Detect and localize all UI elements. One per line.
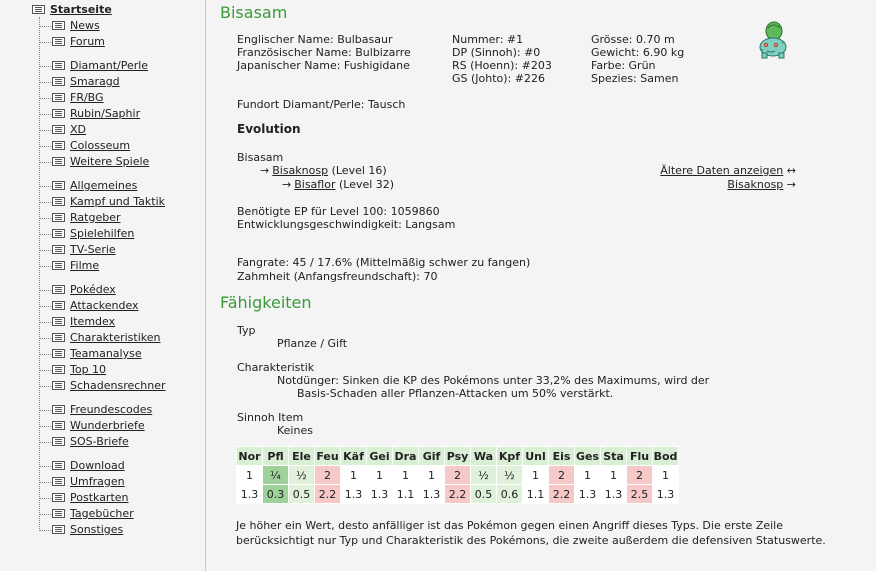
tree-branch xyxy=(39,266,51,267)
type-cell: 1 xyxy=(653,466,679,485)
type-cell: ¼ xyxy=(263,466,289,485)
page-icon xyxy=(52,405,65,414)
sidebar-link[interactable]: Forum xyxy=(70,35,105,48)
type-cell: 1.3 xyxy=(653,485,679,504)
type-cell: 1 xyxy=(575,466,601,485)
tree-branch xyxy=(39,482,51,483)
tree-branch xyxy=(39,98,51,99)
type-header-cell: Feu xyxy=(315,447,341,466)
sidebar-link[interactable]: Rubin/Saphir xyxy=(70,107,141,120)
type-header-cell: Eis xyxy=(549,447,575,466)
name-en: Englischer Name: Bulbasaur xyxy=(237,33,393,46)
tree-branch xyxy=(39,322,51,323)
next-pokemon xyxy=(727,178,796,191)
tree-branch xyxy=(39,26,51,27)
arrow-right-icon: → xyxy=(260,164,270,177)
sidebar-link[interactable]: Colosseum xyxy=(70,139,131,152)
page-icon xyxy=(52,37,65,46)
page-icon xyxy=(52,477,65,486)
type-cell: ½ xyxy=(289,466,315,485)
type-header-cell: Wa xyxy=(471,447,497,466)
tree-branch xyxy=(39,162,51,163)
tree-branch xyxy=(39,42,51,43)
page-icon xyxy=(52,317,65,326)
number-sinnoh: DP (Sinnoh): #0 xyxy=(452,46,541,59)
tree-branch xyxy=(39,146,51,147)
page-icon xyxy=(52,285,65,294)
type-cell: 2 xyxy=(315,466,341,485)
type-cell: 2 xyxy=(627,466,653,485)
sidebar-link[interactable]: Kampf und Taktik xyxy=(70,195,165,208)
tree-branch xyxy=(39,250,51,251)
type-cell: 2 xyxy=(549,466,575,485)
page-icon xyxy=(52,509,65,518)
type-header-cell: Bod xyxy=(653,447,679,466)
page-icon xyxy=(52,245,65,254)
sidebar-link[interactable]: News xyxy=(70,19,100,32)
type-cell: ½ xyxy=(471,466,497,485)
stat-color: Farbe: Grün xyxy=(591,59,656,72)
arrow-right-icon: → xyxy=(282,178,292,191)
evo-step-1 xyxy=(260,164,387,177)
stat-weight: Gewicht: 6.90 kg xyxy=(591,46,685,59)
sidebar-link[interactable]: Allgemeines xyxy=(70,179,138,192)
ep-level-100: Benötigte EP für Level 100: 1059860 xyxy=(237,205,440,218)
tree-branch xyxy=(39,234,51,235)
sidebar-link[interactable]: Wunderbriefe xyxy=(70,419,145,432)
page-icon xyxy=(52,93,65,102)
tree-branch xyxy=(39,466,51,467)
type-cell: 2.5 xyxy=(627,485,653,504)
type-header-cell: Flu xyxy=(627,447,653,466)
page-icon xyxy=(52,461,65,470)
sidebar-link[interactable]: Sonstiges xyxy=(70,523,124,536)
tree-branch xyxy=(39,290,51,291)
page-icon xyxy=(52,77,65,86)
catch-rate: Fangrate: 45 / 17.6% (Mittelmäßig schwer zu fangen) xyxy=(237,256,531,269)
type-cell: 0.3 xyxy=(263,485,289,504)
type-cell: 1 xyxy=(601,466,627,485)
main-content xyxy=(220,0,870,571)
sidebar-link[interactable]: Schadensrechner xyxy=(70,379,166,392)
tameness: Zahmheit (Anfangsfreundschaft): 70 xyxy=(237,270,438,283)
sidebar-link[interactable]: Tagebücher xyxy=(70,507,134,520)
type-header-cell: Gei xyxy=(367,447,393,466)
number-hoenn: RS (Hoenn): #203 xyxy=(452,59,552,72)
type-cell: ½ xyxy=(497,466,523,485)
type-header-cell: Nor xyxy=(237,447,263,466)
page-icon xyxy=(52,365,65,374)
sidebar-link[interactable]: Umfragen xyxy=(70,475,125,488)
evo-link-bisaknosp[interactable]: Bisaknosp xyxy=(272,164,329,177)
page-icon xyxy=(52,109,65,118)
tree-branch xyxy=(39,498,51,499)
page-icon xyxy=(52,525,65,534)
tree-branch xyxy=(39,130,51,131)
page-icon xyxy=(52,493,65,502)
name-fr: Französischer Name: Bulbizarre xyxy=(237,46,411,59)
type-cell: 1.3 xyxy=(575,485,601,504)
evo-step-2 xyxy=(282,178,394,191)
tree-branch xyxy=(39,306,51,307)
type-cell: 2 xyxy=(445,466,471,485)
pokemon-title: Bisasam xyxy=(220,3,288,22)
tree-branch xyxy=(39,354,51,355)
double-arrow-icon: ↔ xyxy=(786,164,796,177)
type-cell: 1 xyxy=(367,466,393,485)
arrow-right-icon: → xyxy=(786,178,796,191)
type-header-cell: Ele xyxy=(289,447,315,466)
sidebar xyxy=(0,0,206,571)
type-cell: 2.2 xyxy=(315,485,341,504)
table-row xyxy=(237,466,679,485)
type-cell: 2.2 xyxy=(445,485,471,504)
page-icon xyxy=(52,141,65,150)
sidebar-link[interactable]: Filme xyxy=(70,259,100,272)
sidebar-link[interactable]: Top 10 xyxy=(70,363,107,376)
characteristic-desc-1: Notdünger: Sinken die KP des Pokémons unter 33,2% des Maximums, wird der xyxy=(277,374,710,387)
abilities-title: Fähigkeiten xyxy=(220,293,312,312)
type-header-cell: Psy xyxy=(445,447,471,466)
page-icon xyxy=(52,437,65,446)
type-header-cell: Sta xyxy=(601,447,627,466)
type-value: Pflanze / Gift xyxy=(277,337,348,350)
type-cell: 1.1 xyxy=(393,485,419,504)
tree-branch xyxy=(39,442,51,443)
sidebar-link[interactable]: Charakteristiken xyxy=(70,331,161,344)
sidebar-link[interactable]: Postkarten xyxy=(70,491,129,504)
tree-branch xyxy=(39,410,51,411)
growth-rate: Entwicklungsgeschwindigkeit: Langsam xyxy=(237,218,456,231)
sidebar-link[interactable]: FR/BG xyxy=(70,91,104,104)
tree-branch xyxy=(39,66,51,67)
tree-branch xyxy=(39,370,51,371)
sidebar-link[interactable]: Download xyxy=(70,459,125,472)
tree-branch xyxy=(39,202,51,203)
characteristic-desc-2: Basis-Schaden aller Pflanzen-Attacken um 50% verstärkt. xyxy=(297,387,614,400)
sidebar-link[interactable]: Spielehilfen xyxy=(70,227,135,240)
type-cell: 1.3 xyxy=(419,485,445,504)
type-header-cell: Kpf xyxy=(497,447,523,466)
page-icon xyxy=(52,421,65,430)
type-cell: 1.3 xyxy=(341,485,367,504)
page-icon xyxy=(52,213,65,222)
characteristic-label: Charakteristik xyxy=(237,361,315,374)
fundort: Fundort Diamant/Perle: Tausch xyxy=(237,98,406,111)
type-cell: 0.5 xyxy=(471,485,497,504)
evo-level-1: (Level 16) xyxy=(331,164,387,177)
number-national: Nummer: #1 xyxy=(452,33,524,46)
type-effectiveness-table xyxy=(236,446,679,504)
tree-branch xyxy=(39,426,51,427)
sidebar-link[interactable]: Freundescodes xyxy=(70,403,153,416)
number-johto: GS (Johto): #226 xyxy=(452,72,545,85)
type-cell: 1 xyxy=(419,466,445,485)
type-cell: 0.5 xyxy=(289,485,315,504)
table-explanation: Je höher ein Wert, desto anfälliger ist das Pokémon gegen einen Angriff dieses Typs. Die erste Zeile berücksichtigt nur Typ und Charakteristik des Pokémons, die zweite außerdem die defensiven Statuswerte. xyxy=(236,519,826,547)
type-cell: 1.3 xyxy=(367,485,393,504)
evo-link-bisaflor[interactable]: Bisaflor xyxy=(294,178,336,191)
type-header-cell: Unl xyxy=(523,447,549,466)
type-header-cell: Ges xyxy=(575,447,601,466)
sidebar-link[interactable]: Weitere Spiele xyxy=(70,155,150,168)
tree-branch xyxy=(39,186,51,187)
older-data-link[interactable]: Ältere Daten anzeigen xyxy=(660,164,784,177)
tree-branch xyxy=(39,514,51,515)
sidebar-link-startseite[interactable]: Startseite xyxy=(50,3,112,16)
tree-branch xyxy=(39,386,51,387)
type-header-cell: Pfl xyxy=(263,447,289,466)
type-cell: 1.1 xyxy=(523,485,549,504)
page-icon xyxy=(52,181,65,190)
page-icon xyxy=(52,125,65,134)
sidebar-link[interactable]: Ratgeber xyxy=(70,211,121,224)
tree-branch xyxy=(39,218,51,219)
bulbasaur-sprite-icon xyxy=(752,20,794,62)
page-icon xyxy=(52,229,65,238)
page-icon xyxy=(52,261,65,270)
tree-branch xyxy=(39,338,51,339)
page-icon xyxy=(52,349,65,358)
sidebar-link[interactable]: Itemdex xyxy=(70,315,116,328)
evo-level-2: (Level 32) xyxy=(338,178,395,191)
stat-size: Grösse: 0.70 m xyxy=(591,33,675,46)
sidebar-link[interactable]: TV-Serie xyxy=(70,243,116,256)
table-row xyxy=(237,485,679,504)
sidebar-link[interactable]: XD xyxy=(70,123,87,136)
page-icon xyxy=(52,61,65,70)
sidebar-link[interactable]: Pokédex xyxy=(70,283,116,296)
type-header-cell: Käf xyxy=(341,447,367,466)
type-header-cell: Gif xyxy=(419,447,445,466)
page-icon xyxy=(52,333,65,342)
type-cell: 1 xyxy=(341,466,367,485)
type-label: Typ xyxy=(237,324,256,337)
item-value: Keines xyxy=(277,424,313,437)
type-cell: 1.3 xyxy=(601,485,627,504)
type-cell: 1.3 xyxy=(237,485,263,504)
page-icon xyxy=(52,381,65,390)
tree-branch xyxy=(39,114,51,115)
sidebar-link[interactable]: Teamanalyse xyxy=(70,347,142,360)
older-data xyxy=(660,164,796,177)
evolution-heading: Evolution xyxy=(237,122,301,136)
type-cell: 1 xyxy=(393,466,419,485)
tree-line xyxy=(39,17,40,529)
tree-branch xyxy=(39,82,51,83)
type-cell: 1 xyxy=(237,466,263,485)
type-cell: 1 xyxy=(523,466,549,485)
tree-branch xyxy=(39,530,51,531)
sidebar-link[interactable]: Smaragd xyxy=(70,75,120,88)
page-icon xyxy=(52,21,65,30)
stat-species: Spezies: Samen xyxy=(591,72,679,85)
type-cell: 2.2 xyxy=(549,485,575,504)
page-icon xyxy=(52,157,65,166)
type-header-cell: Dra xyxy=(393,447,419,466)
page-icon xyxy=(52,301,65,310)
evo-base: Bisasam xyxy=(237,151,284,164)
type-cell: 0.6 xyxy=(497,485,523,504)
page-icon xyxy=(52,197,65,206)
next-pokemon-link[interactable]: Bisaknosp xyxy=(727,178,784,191)
item-label: Sinnoh Item xyxy=(237,411,304,424)
sidebar-link[interactable]: Attackendex xyxy=(70,299,139,312)
sidebar-link[interactable]: Diamant/Perle xyxy=(70,59,149,72)
table-header-row xyxy=(237,447,679,466)
name-jp: Japanischer Name: Fushigidane xyxy=(237,59,410,72)
page-icon xyxy=(32,5,45,14)
sidebar-link[interactable]: SOS-Briefe xyxy=(70,435,129,448)
